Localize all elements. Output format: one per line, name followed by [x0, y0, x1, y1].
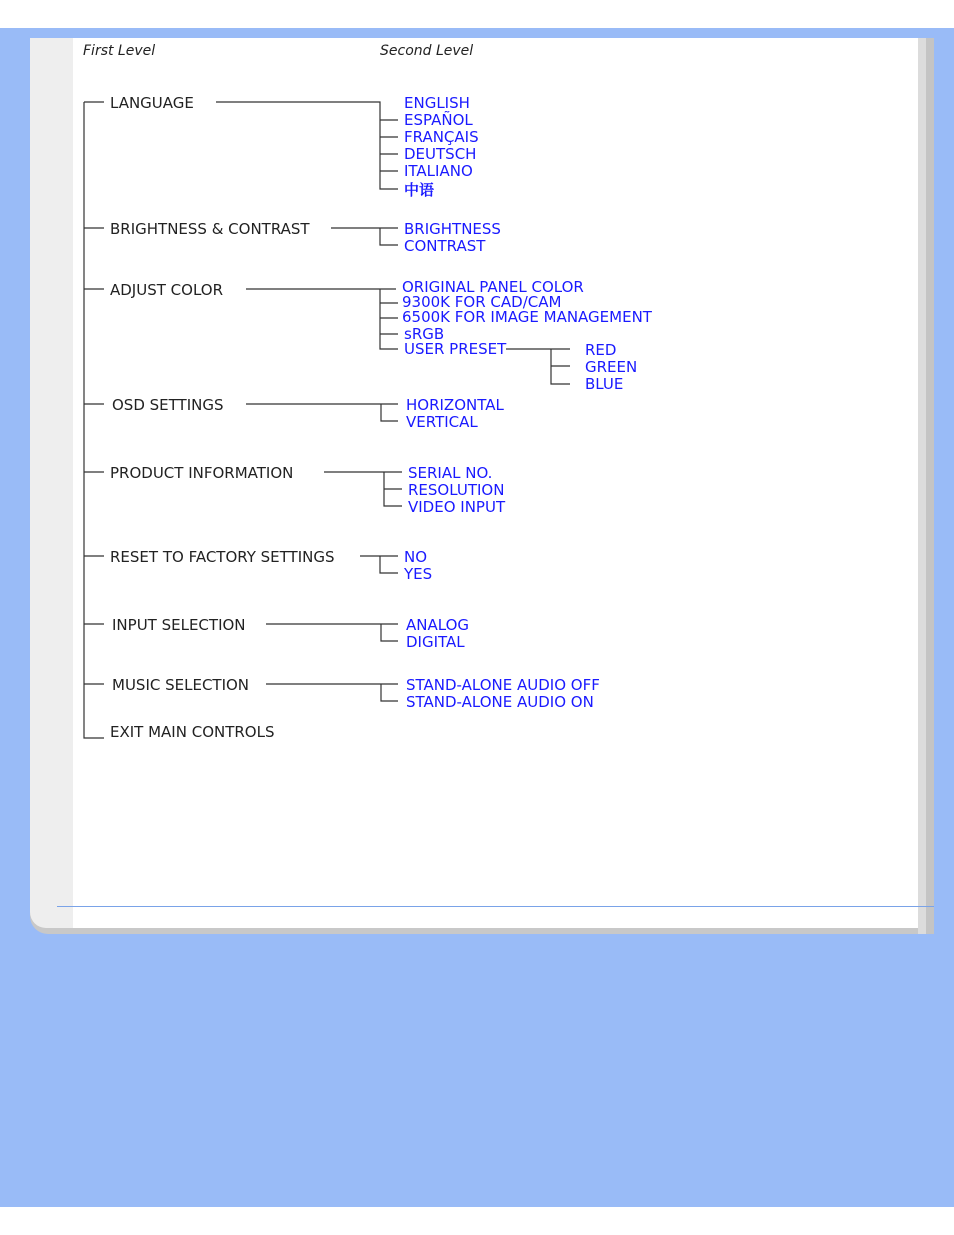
item-video-input: VIDEO INPUT	[408, 498, 506, 516]
item-chinese: 中语	[404, 181, 435, 199]
item-audio-on: STAND-ALONE AUDIO ON	[406, 693, 594, 711]
header-gap	[662, 38, 918, 42]
menu-product-information: PRODUCT INFORMATION	[110, 464, 294, 482]
first-level-header: First Level	[83, 43, 156, 59]
item-italiano: ITALIANO	[404, 162, 473, 180]
item-espanol: ESPAÑOL	[404, 111, 473, 129]
item-english: ENGLISH	[404, 94, 470, 112]
item-original-panel-color: ORIGINAL PANEL COLOR	[402, 278, 584, 296]
menu-osd-settings: OSD SETTINGS	[112, 396, 224, 414]
menu-reset: RESET TO FACTORY SETTINGS	[110, 548, 335, 566]
item-no: NO	[404, 548, 428, 566]
item-contrast: CONTRAST	[404, 237, 486, 255]
item-horizontal: HORIZONTAL	[406, 396, 504, 414]
menu-brightness-contrast: BRIGHTNESS & CONTRAST	[110, 220, 310, 238]
item-blue: BLUE	[585, 375, 624, 393]
item-red: RED	[585, 341, 617, 359]
second-level-header: Second Level	[380, 43, 474, 59]
menu-music-selection: MUSIC SELECTION	[112, 676, 250, 694]
item-deutsch: DEUTSCH	[404, 145, 477, 163]
menu-input-selection: INPUT SELECTION	[112, 616, 246, 634]
item-francais: FRANÇAIS	[404, 128, 479, 146]
panel-edge-outer	[926, 38, 934, 934]
item-srgb: sRGB	[404, 325, 445, 343]
item-digital: DIGITAL	[406, 633, 465, 651]
content-area	[73, 38, 918, 928]
panel-edge	[918, 38, 926, 934]
item-yes: YES	[404, 565, 433, 583]
menu-exit: EXIT MAIN CONTROLS	[110, 723, 275, 741]
item-vertical: VERTICAL	[406, 413, 478, 431]
item-serial-no: SERIAL NO.	[408, 464, 493, 482]
item-brightness: BRIGHTNESS	[404, 220, 501, 238]
horizontal-rule	[57, 906, 934, 907]
item-audio-off: STAND-ALONE AUDIO OFF	[406, 676, 600, 694]
item-resolution: RESOLUTION	[408, 481, 505, 499]
item-user-preset: USER PRESET	[404, 340, 507, 358]
item-6500k: 6500K FOR IMAGE MANAGEMENT	[402, 308, 652, 326]
item-analog: ANALOG	[406, 616, 469, 634]
item-9300k: 9300K FOR CAD/CAM	[402, 293, 562, 311]
item-green: GREEN	[585, 358, 638, 376]
menu-language: LANGUAGE	[110, 94, 194, 112]
menu-adjust-color: ADJUST COLOR	[110, 281, 223, 299]
